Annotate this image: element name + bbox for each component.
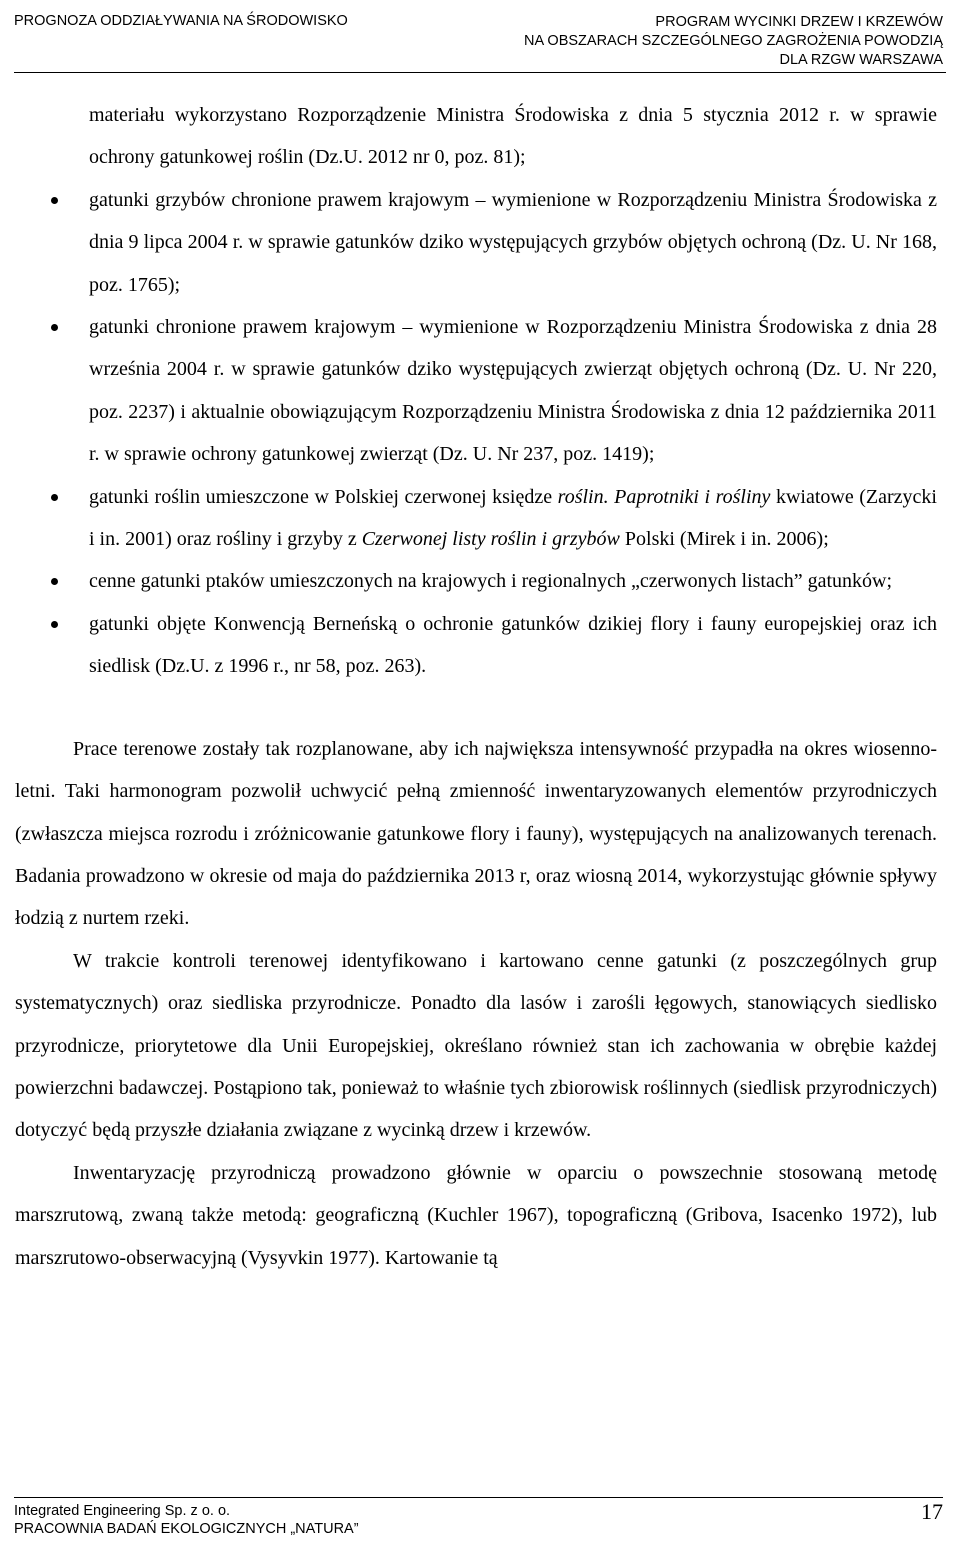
footer-company-block — [14, 1502, 359, 1538]
list-item-continued — [15, 94, 937, 179]
header-title-left: PROGNOZA ODDZIAŁYWANIA NA ŚRODOWISKO — [14, 13, 348, 29]
header-title-right — [524, 13, 943, 70]
list-item-text: kwiatowe (Zarzycki i in. 2001) oraz rośliny i grzyby z — [89, 485, 937, 551]
bullet-icon — [51, 621, 58, 628]
list-title-italic: Czerwonej listy roślin i grzybów — [361, 528, 620, 551]
page-header — [0, 0, 960, 70]
bullet-icon — [51, 494, 58, 501]
list-item — [15, 603, 937, 688]
list-item-text: gatunki chronione prawem krajowym – wymienione w Rozporządzeniu Ministra Środowiska z dnia 28 września 2004 r. w sprawie gatunków dziko występujących zwierząt objętych ochroną (Dz. U. Nr 220, poz. 2237) i aktualnie obowiązującym Rozporządzeniu Ministra Środowiska z dnia 12 października 2011 r. w sprawie ochrony gatunkowej zwierząt (Dz. U. Nr 237, poz. 1419); — [89, 316, 937, 466]
footer-lab: PRACOWNIA BADAŃ EKOLOGICZNYCH „NATURA” — [14, 1521, 359, 1537]
paragraph-field-control: W trakcie kontroli terenowej identyfikowano i kartowano cenne gatunki (z poszczególnych grup systematycznych) oraz siedliska przyrodnicze. Ponadto dla lasów i zarośli łęgowych, stanowiących siedlisko przyrodnicze, priorytetowe dla Unii Europejskiej, określano również stan ich zachowania w obrębie każdej powierzchni badawczej. Postąpiono tak, ponieważ to właśnie tych zbiorowisk roślinnych (siedlisk przyrodniczych) dotyczyć będą przyszłe działania związane z wycinką drzew i krzewów. — [15, 949, 937, 1142]
list-item-text: cenne gatunki ptaków umieszczonych na krajowych i regionalnych „czerwonych listach” gatunków; — [89, 570, 893, 593]
header-right-line-2: NA OBSZARACH SZCZEGÓLNEGO ZAGROŻENIA POWODZIĄ — [524, 33, 943, 49]
footer-company: Integrated Engineering Sp. z o. o. — [14, 1503, 231, 1519]
list-item — [15, 560, 937, 602]
list-item-text: gatunki roślin umieszczone w Polskiej czerwonej księdze — [89, 485, 558, 508]
list-item-text: gatunki objęte Konwencją Berneńską o ochronie gatunków dzikiej flory i fauny europejskiej oraz ich siedlisk (Dz.U. z 1996 r., nr 58, poz. 263). — [89, 612, 937, 678]
list-item-text: gatunki grzybów chronione prawem krajowym – wymienione w Rozporządzeniu Ministra Środowiska z dnia 9 lipca 2004 r. w sprawie gatunków dziko występujących grzybów objętych ochroną (Dz. U. Nr 168, poz. 1765); — [89, 188, 937, 296]
header-divider — [14, 72, 946, 73]
header-right-line-3: DLA RZGW WARSZAWA — [779, 52, 943, 68]
list-item — [15, 179, 937, 306]
book-title-italic: roślin. Paprotniki i rośliny — [557, 485, 771, 508]
list-item-text: materiału wykorzystano Rozporządzenie Ministra Środowiska z dnia 5 stycznia 2012 r. w sprawie ochrony gatunkowej roślin (Dz.U. 2012 nr 0, poz. 81); — [89, 104, 937, 169]
bullet-icon — [51, 578, 58, 585]
page-footer — [14, 1497, 943, 1537]
paragraph-inventory-method: Inwentaryzację przyrodniczą prowadzono głównie w oparciu o powszechnie stosowaną metodę marszrutową, zwaną także metodą: geograficzną (Kuchler 1967), topograficzną (Gribova, Isacenko 1972), lub marszrutowo-obserwacyjną (Vysyvkin 1977). Kartowanie tą — [15, 1161, 937, 1269]
list-item-text: Polski (Mirek i in. 2006); — [619, 528, 829, 551]
species-criteria-list — [15, 94, 937, 688]
list-item — [15, 476, 937, 561]
bullet-icon — [51, 197, 58, 204]
document-body — [15, 94, 937, 1279]
header-right-line-1: PROGRAM WYCINKI DRZEW I KRZEWÓW — [655, 14, 943, 30]
list-item — [15, 306, 937, 476]
page-number: 17 — [921, 1499, 943, 1524]
paragraph-fieldwork: Prace terenowe zostały tak rozplanowane, aby ich największa intensywność przypadła na okres wiosenno-letni. Taki harmonogram pozwolił uchwycić pełną zmienność inwentaryzowanych elementów przyrodniczych (zwłaszcza miejsca rozrodu i zróżnicowanie gatunkowe flory i fauny), występujących na analizowanych terenach. Badania prowadzono w okresie od maja do października 2013 r, oraz wiosną 2014, wykorzystując głównie spływy łodzią z nurtem rzeki. — [15, 737, 937, 930]
footer-divider — [14, 1497, 943, 1498]
bullet-icon — [51, 324, 58, 331]
